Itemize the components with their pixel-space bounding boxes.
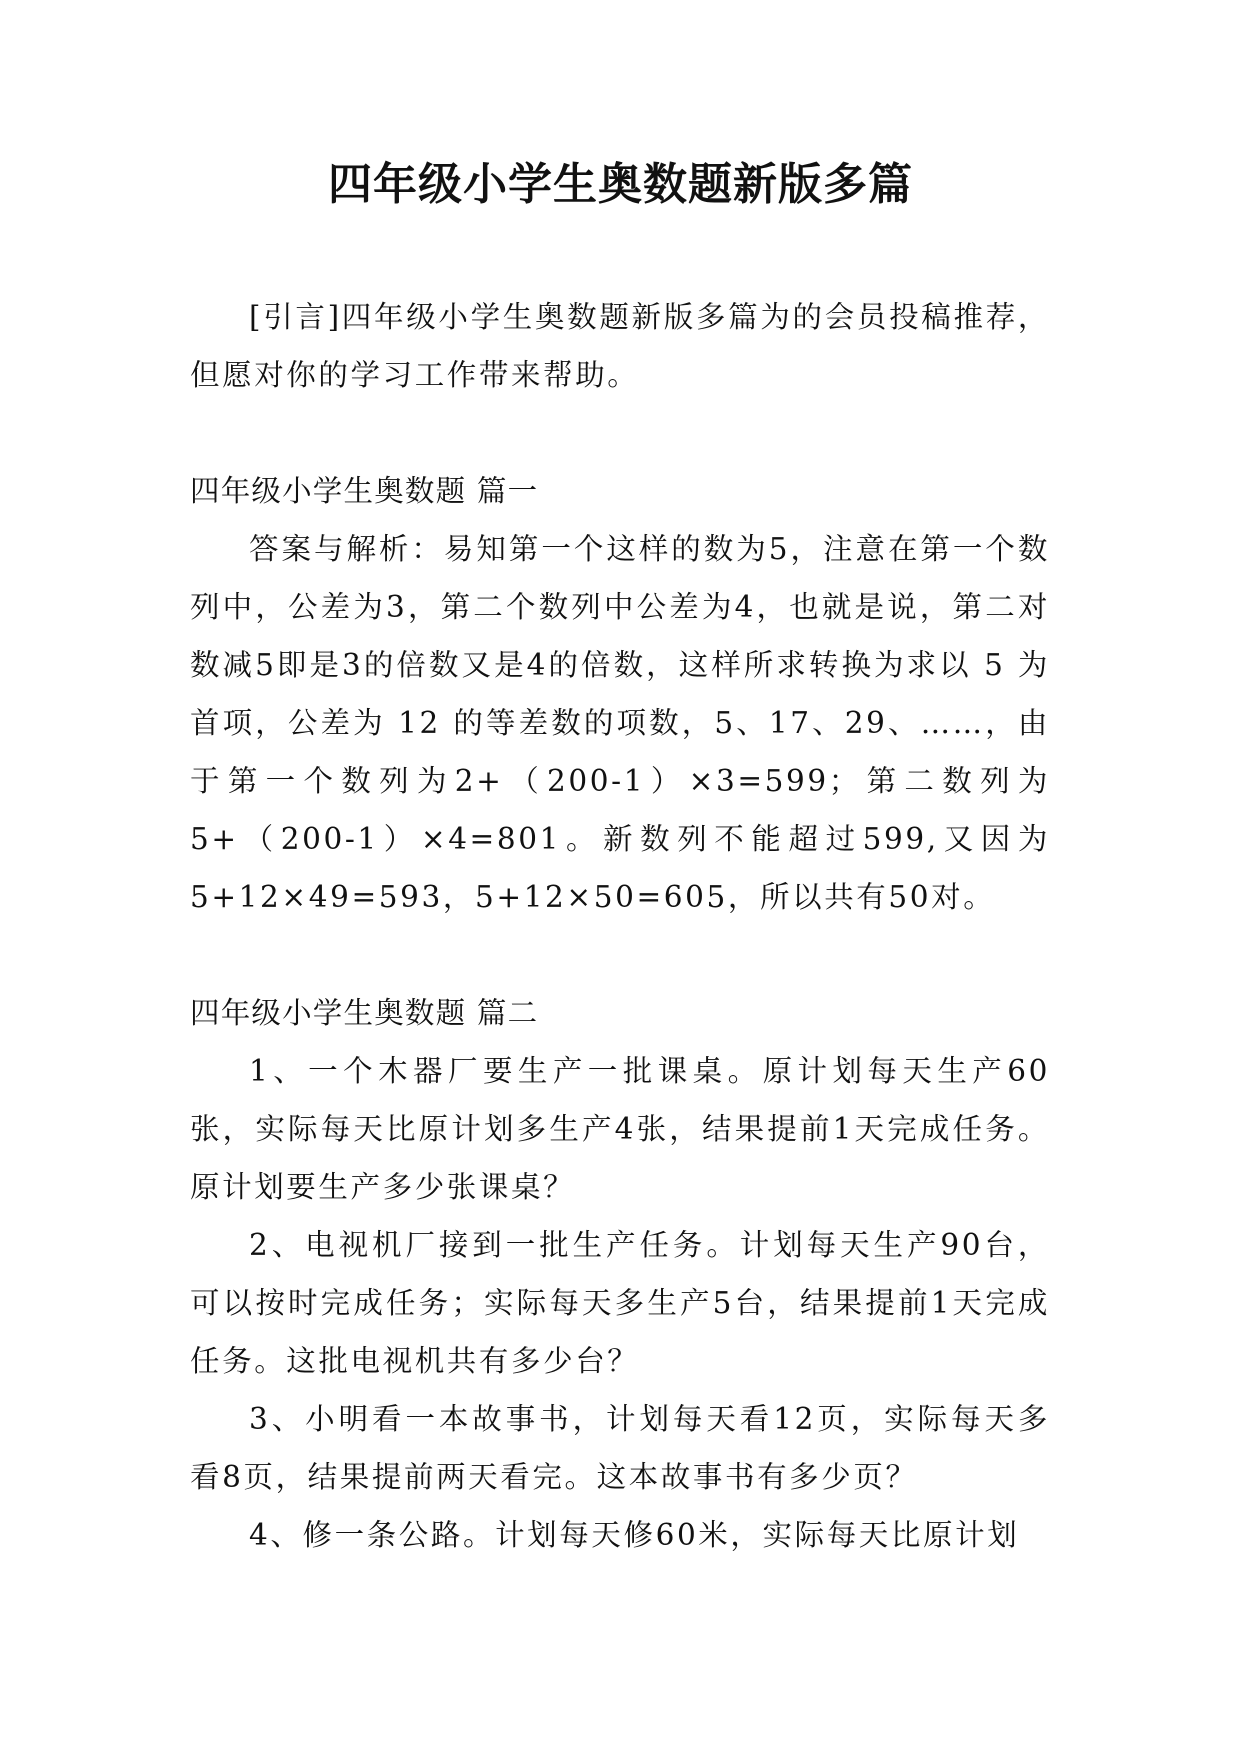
problem-paragraph: 4、修一条公路。计划每天修60米，实际每天比原计划	[249, 1518, 1020, 1552]
section-heading: 四年级小学生奥数题 篇二	[190, 996, 539, 1030]
spacer	[190, 926, 1050, 984]
problem-paragraph: 3、小明看一本故事书，计划每天看12页，实际每天多看8页，结果提前两天看完。这本故事书有多少页？	[190, 1402, 1050, 1494]
problem-paragraph: 1、一个木器厂要生产一批课桌。原计划每天生产60张，实际每天比原计划多生产4张，结果提前1天完成任务。原计划要生产多少张课桌？	[190, 1054, 1050, 1204]
spacer	[190, 404, 1050, 462]
intro-paragraph: [引言]四年级小学生奥数题新版多篇为的会员投稿推荐，但愿对你的学习工作带来帮助。	[190, 300, 1050, 392]
answer-paragraph: 答案与解析：易知第一个这样的数为5，注意在第一个数列中，公差为3，第二个数列中公差为4，也就是说，第二对数减5即是3的倍数又是4的倍数，这样所求转换为求以 5 为首项，公差为 12 的等差数的项数，5、17、29、……，由于第一个数列为2+（200-1）×3=599；第二数列为5+（200-1）×4=801。新数列不能超过599,又因为5+12×49=593，5+12×50=605，所以共有50对。	[190, 532, 1050, 914]
problem-paragraph: 2、电视机厂接到一批生产任务。计划每天生产90台，可以按时完成任务；实际每天多生产5台，结果提前1天完成任务。这批电视机共有多少台？	[190, 1228, 1050, 1378]
section-heading: 四年级小学生奥数题 篇一	[190, 474, 539, 508]
document-body	[190, 288, 1050, 1564]
document-title: 四年级小学生奥数题新版多篇	[328, 159, 913, 210]
